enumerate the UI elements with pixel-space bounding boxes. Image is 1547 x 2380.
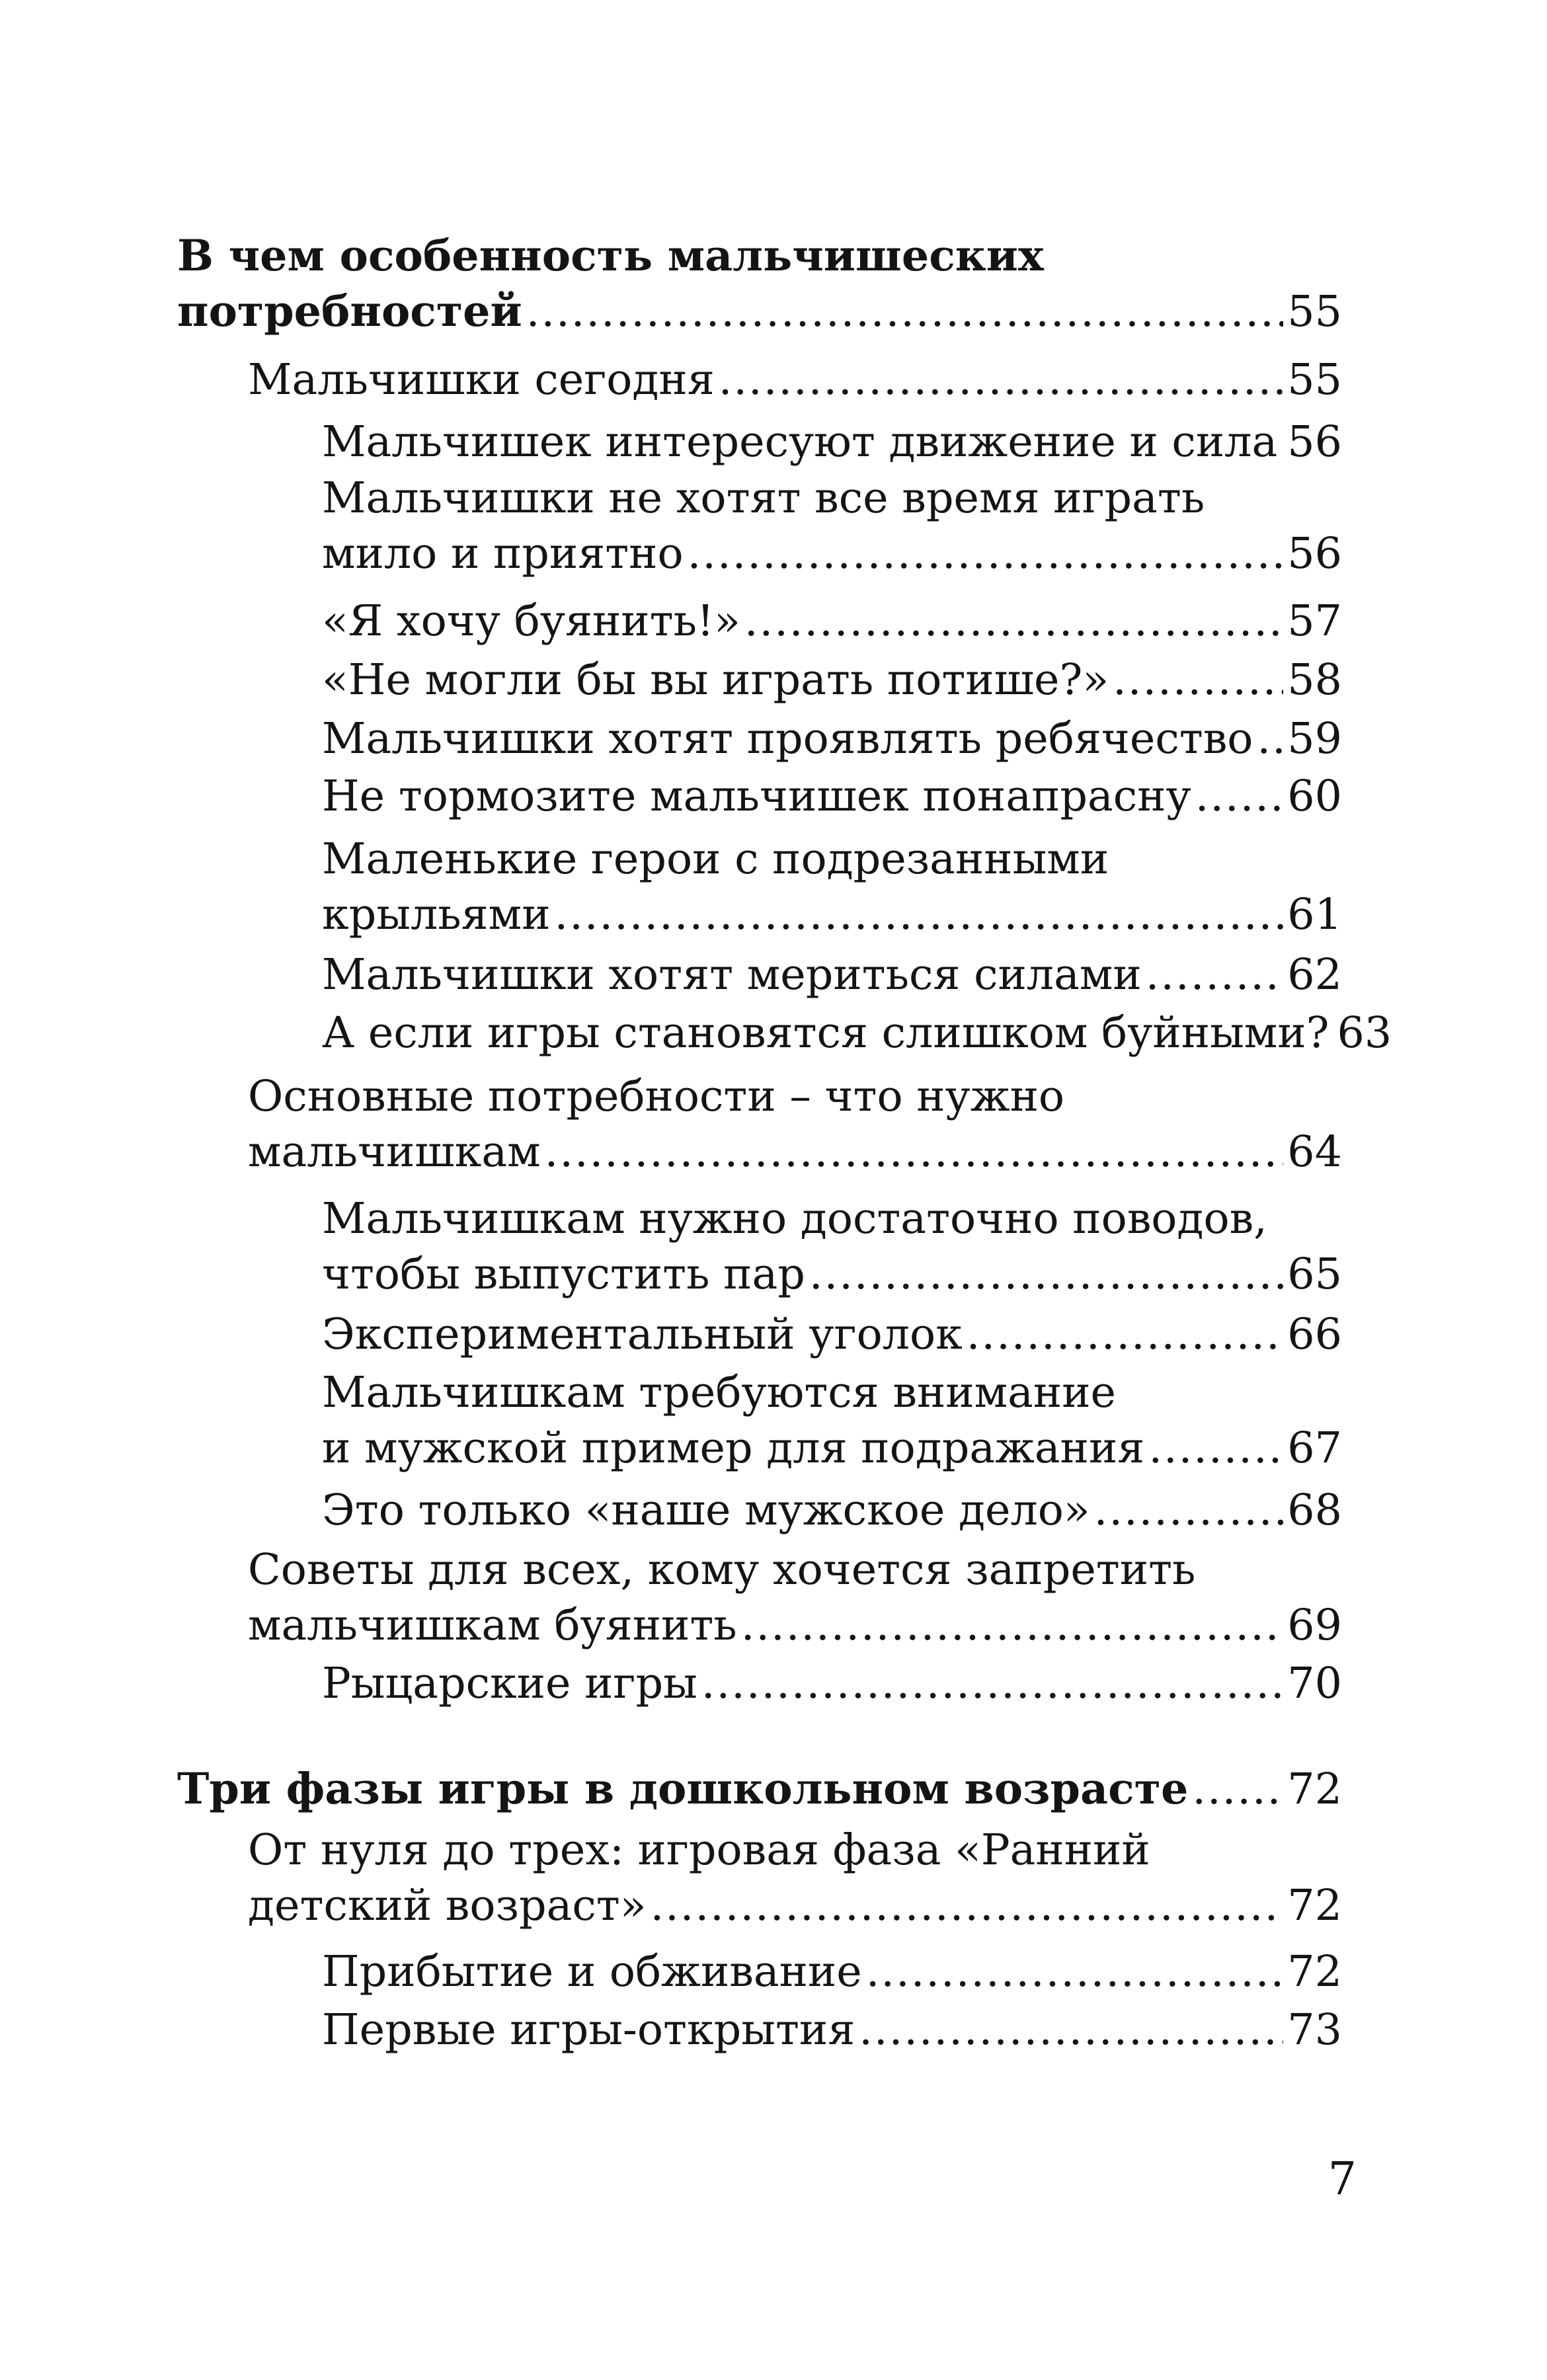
toc-entry-text: Мальчишек интересуют движение и сила (322, 417, 1278, 467)
toc-page-number: 60 (1287, 772, 1342, 821)
toc-entry (322, 594, 1342, 649)
toc-entry-row (322, 1483, 1342, 1538)
toc-entry-row (322, 1421, 1342, 1476)
toc-entry-text: «Не могли бы вы играть потише?» (322, 655, 1109, 705)
toc-entry-row (248, 1878, 1342, 1934)
toc-entry-row (322, 1247, 1342, 1302)
toc-entry (322, 1191, 1342, 1302)
toc-entry-text: Не тормозите мальчишек понапрасну (322, 772, 1191, 821)
toc-entry-text: чтобы выпустить пар (322, 1250, 805, 1299)
toc-entry-row (322, 2003, 1342, 2058)
dot-leader (526, 284, 1284, 340)
toc-page-number: 72 (1287, 1765, 1342, 1814)
toc-entry-row (248, 352, 1342, 408)
toc-page-number: 65 (1287, 1250, 1342, 1299)
toc-entry (322, 947, 1342, 1003)
toc-entry-text: мальчишкам (248, 1127, 541, 1177)
toc-entry-text: Советы для всех, кому хочется запретить (248, 1545, 1196, 1595)
toc-entry-row (177, 284, 1342, 340)
toc-page-number: 72 (1287, 1947, 1342, 1997)
toc-page-number: 56 (1287, 529, 1342, 578)
toc-entry-text: и мужской пример для подражания (322, 1423, 1145, 1473)
toc-page-number: 68 (1287, 1486, 1342, 1535)
toc-entry (322, 653, 1342, 708)
dot-leader (688, 526, 1284, 582)
toc-entry-text: Прибытие и обживание (322, 1947, 862, 1997)
toc-entry-row (322, 769, 1342, 824)
toc-entry-row (177, 1761, 1342, 1817)
toc-entry-text: Мальчишки хотят мериться силами (322, 950, 1142, 1000)
toc-page-number: 70 (1287, 1659, 1342, 1708)
page-number: 7 (1328, 2153, 1357, 2205)
toc-entry (322, 1656, 1342, 1712)
toc-page-number: 72 (1287, 1881, 1342, 1930)
toc-page-number: 55 (1287, 355, 1342, 405)
toc-entry-text: потребностей (177, 286, 522, 337)
toc-entry-text: Рыцарские игры (322, 1659, 697, 1708)
toc-entry-text: мило и приятно (322, 529, 684, 578)
toc-page-number: 66 (1287, 1310, 1342, 1359)
dot-leader (744, 594, 1283, 649)
toc-page-number: 62 (1287, 950, 1342, 1000)
toc-entry (322, 1483, 1342, 1538)
toc-entry-text: Это только «наше мужское дело» (322, 1486, 1090, 1535)
toc-entry-text: Первые игры-открытия (322, 2005, 855, 2055)
toc-page-number: 55 (1287, 287, 1342, 337)
toc-entry-row (322, 1656, 1342, 1712)
toc-entry (322, 2003, 1342, 2058)
dot-leader (1257, 711, 1283, 767)
toc-entry (322, 711, 1342, 767)
toc-entry-text: Основные потребности – что нужно (248, 1072, 1065, 1121)
toc-entry-row (322, 711, 1342, 767)
toc-entry (248, 1542, 1342, 1653)
toc-entry-row (322, 1944, 1342, 2000)
toc-entry-row (322, 887, 1342, 943)
toc-entry-text: От нуля до трех: игровая фаза «Ранний (248, 1825, 1150, 1875)
toc-entry-text: детский возраст» (248, 1881, 647, 1930)
toc-page-number: 67 (1287, 1423, 1342, 1473)
toc-page-number: 58 (1287, 655, 1342, 705)
dot-leader (1281, 415, 1283, 470)
dot-leader (741, 1598, 1284, 1653)
toc-entry-row (322, 594, 1342, 649)
toc-entry (322, 1944, 1342, 2000)
dot-leader (701, 1656, 1283, 1712)
toc-entry-text: Мальчишки не хотят все время играть (322, 473, 1205, 523)
toc-page-number: 57 (1287, 596, 1342, 646)
toc-entry-text: Мальчишкам нужно достаточно поводов, (322, 1194, 1267, 1244)
toc-entry (322, 471, 1342, 582)
toc-entry-text: В чем особенность мальчишеских (177, 231, 1044, 281)
toc-entry-text: Мальчишки хотят проявлять ребячество (322, 714, 1253, 764)
dot-leader (545, 1125, 1284, 1180)
dot-leader (859, 2003, 1283, 2058)
toc-entry (322, 415, 1342, 470)
toc-entry-text: Мальчишкам требуются внимание (322, 1368, 1117, 1417)
toc-entry-text: А если игры становятся слишком буйными? (322, 1008, 1329, 1058)
dot-leader (1113, 653, 1283, 708)
toc-entry-row (322, 526, 1342, 582)
toc-section-three-phases (177, 1761, 1342, 1817)
toc-entry (322, 1006, 1392, 1061)
dot-leader (967, 1307, 1284, 1363)
dot-leader (866, 1944, 1284, 2000)
dot-leader (555, 887, 1284, 943)
toc-entry (322, 1307, 1342, 1363)
toc-entry-row (322, 1307, 1342, 1363)
toc-entry-row (248, 1125, 1342, 1180)
toc-entry-row (322, 653, 1342, 708)
dot-leader (1094, 1483, 1284, 1538)
toc-page-number: 56 (1287, 417, 1342, 467)
toc-entry-text: Три фазы игры в дошкольном возрасте (177, 1764, 1189, 1814)
toc-entry-text: Маленькие герои с подрезанными (322, 834, 1109, 884)
dot-leader (809, 1247, 1283, 1302)
toc-page-number: 63 (1337, 1008, 1392, 1058)
toc-page-number: 69 (1287, 1601, 1342, 1650)
dot-leader (1195, 769, 1284, 824)
dot-leader (650, 1878, 1283, 1934)
toc-entry-text: мальчишкам буянить (248, 1601, 737, 1650)
toc-entry-text: Экспериментальный уголок (322, 1310, 963, 1359)
toc-entry (322, 832, 1342, 943)
dot-leader (1148, 1421, 1283, 1476)
toc-entry-text: «Я хочу буянить!» (322, 596, 740, 646)
toc-entry-row (322, 947, 1342, 1003)
toc-entry-text: Мальчишки сегодня (248, 355, 715, 405)
toc-entry (322, 769, 1342, 824)
toc-entry (248, 1069, 1342, 1180)
toc-entry-text: крыльями (322, 890, 551, 939)
toc-page-number: 59 (1287, 714, 1342, 764)
dot-leader (719, 352, 1284, 408)
dot-leader (1146, 947, 1284, 1003)
toc-page-number: 73 (1287, 2005, 1342, 2055)
toc-page-number: 64 (1287, 1127, 1342, 1177)
toc-entry-row (322, 1006, 1392, 1061)
toc-section-boys-needs (177, 228, 1342, 340)
toc-entry-row (248, 1598, 1342, 1653)
toc-entry (248, 1823, 1342, 1934)
toc-entry-row (322, 415, 1342, 470)
toc-entry (322, 1365, 1342, 1476)
dot-leader (1192, 1762, 1283, 1817)
toc-page-number: 61 (1287, 890, 1342, 939)
toc-entry (248, 352, 1342, 408)
